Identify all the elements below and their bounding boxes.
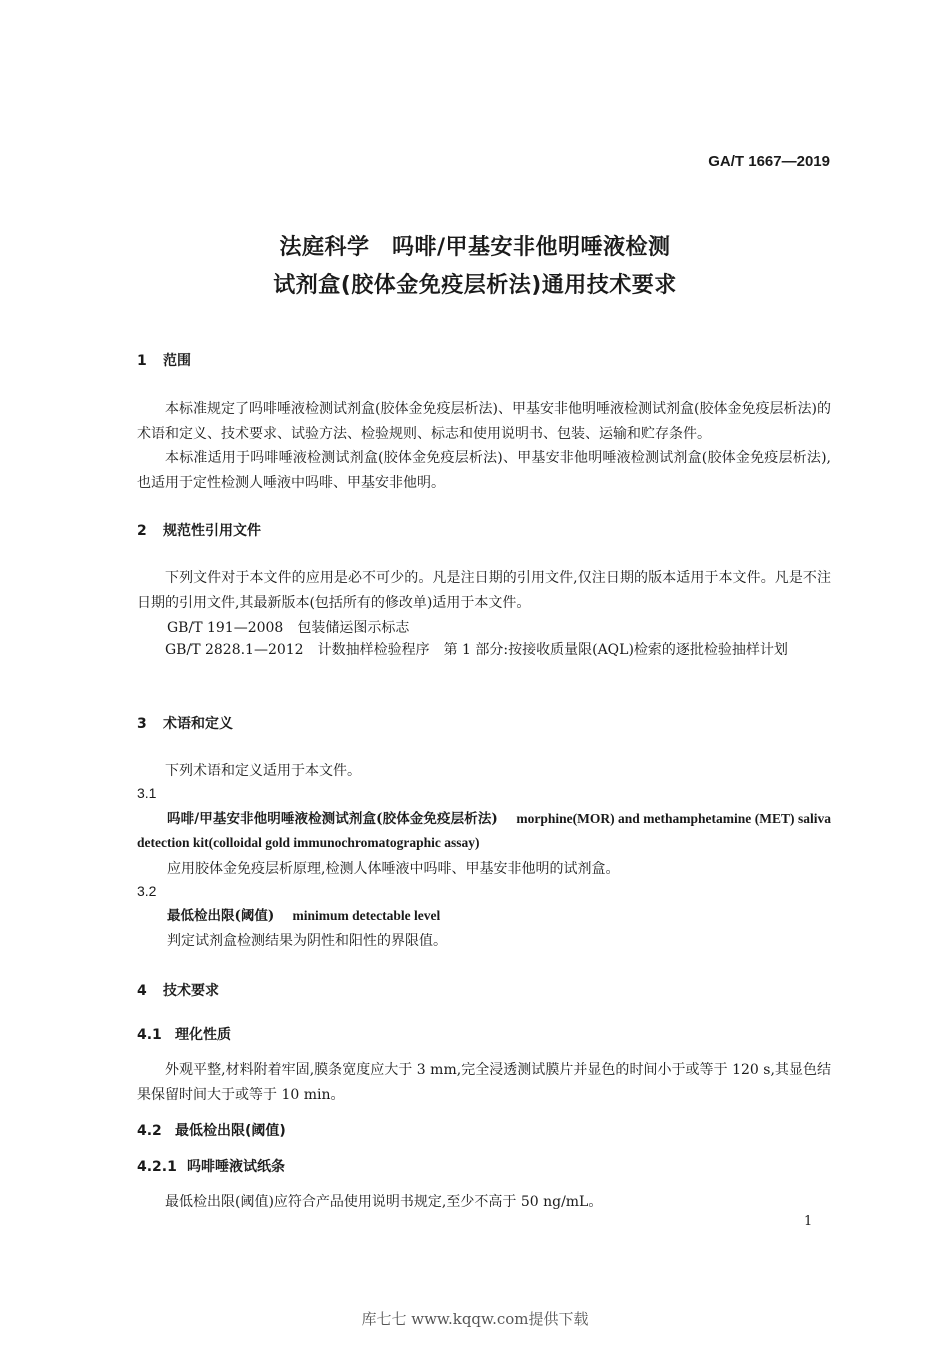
section-title: 吗啡唾液试纸条 [187, 1159, 285, 1175]
section-number: 4.2 [137, 1123, 162, 1139]
section-1-paragraph-2: 本标准适用于吗啡唾液检测试剂盒(胶体金免疫层析法)、甲基安非他明唾液检测试剂盒(胶体金免疫层析法),也适用于定性检测人唾液中吗啡、甲基安非他明。 [137, 450, 831, 491]
section-2-heading [137, 520, 261, 540]
section-4-heading [137, 980, 219, 1000]
section-4-2-heading [137, 1120, 286, 1140]
page-number: 1 [804, 1214, 813, 1229]
section-4-2-1-paragraph-1: 最低检出限(阈值)应符合产品使用说明书规定,至少不高于 50 ng/mL。 [165, 1194, 603, 1210]
section-1-paragraph-1: 本标准规定了吗啡唾液检测试剂盒(胶体金免疫层析法)、甲基安非他明唾液检测试剂盒(胶体金免疫层析法)的术语和定义、技术要求、试验方法、检验规则、标志和使用说明书、包装、运输和贮存条件。 [137, 401, 831, 442]
term-chinese: 吗啡/甲基安非他明唾液检测试剂盒(胶体金免疫层析法) [167, 811, 498, 827]
normative-reference-2: GB/T 2828.1—2012 计数抽样检验程序 第 1 部分:按接收质量限(AQL)检索的逐批检验抽样计划 [165, 642, 788, 658]
term-english: minimum detectable level [292, 908, 441, 923]
section-2-paragraph-1: 下列文件对于本文件的应用是必不可少的。凡是注日期的引用文件,仅注日期的版本适用于本文件。凡是不注日期的引用文件,其最新版本(包括所有的修改单)适用于本文件。 [137, 570, 831, 611]
download-footer: 库七七 www.kqqw.com提供下载 [361, 1310, 589, 1328]
document-title-line-2: 试剂盒(胶体金免疫层析法)通用技术要求 [273, 273, 677, 298]
section-number: 1 [137, 353, 147, 369]
section-1-heading [137, 350, 191, 370]
reference-code: GB/T 191—2008 [167, 620, 284, 636]
term-3-2-heading [137, 904, 831, 928]
section-number: 4.1 [137, 1027, 162, 1043]
document-title-line-1: 法庭科学 吗啡/甲基安非他明唾液检测 [279, 235, 671, 260]
section-3-heading [137, 713, 233, 733]
term-3-1-number: 3.1 [137, 785, 157, 801]
term-3-1-definition: 应用胶体金免疫层析原理,检测人体唾液中吗啡、甲基安非他明的试剂盒。 [167, 861, 620, 877]
section-title: 范围 [163, 353, 191, 369]
term-3-1-heading [137, 807, 831, 855]
section-number: 3 [137, 716, 147, 732]
section-number: 4 [137, 983, 147, 999]
term-3-2-definition: 判定试剂盒检测结果为阴性和阳性的界限值。 [167, 933, 447, 949]
section-title: 最低检出限(阈值) [175, 1123, 286, 1139]
section-title: 术语和定义 [163, 716, 233, 732]
section-title: 理化性质 [175, 1027, 231, 1043]
section-3-paragraph-1: 下列术语和定义适用于本文件。 [165, 763, 361, 779]
term-3-2-number: 3.2 [137, 883, 157, 899]
section-number: 4.2.1 [137, 1159, 177, 1175]
term-chinese: 最低检出限(阈值) [167, 908, 275, 924]
section-4-1-paragraph-1: 外观平整,材料附着牢固,膜条宽度应大于 3 mm,完全浸透测试膜片并显色的时间小于或等于 120 s,其显色结果保留时间大于或等于 10 min。 [137, 1062, 831, 1103]
standard-code: GA/T 1667—2019 [708, 153, 830, 170]
term-english: morphine(MOR) and methamphetamine (MET) saliva detection kit(colloidal gold immunochromatographic assay) [137, 811, 831, 850]
section-title: 规范性引用文件 [163, 523, 261, 539]
reference-title: 包装储运图示标志 [297, 620, 410, 636]
section-title: 技术要求 [163, 983, 219, 999]
section-4-2-1-heading [137, 1156, 285, 1176]
section-number: 2 [137, 523, 147, 539]
normative-reference-1 [167, 617, 409, 637]
section-4-1-heading [137, 1024, 231, 1044]
